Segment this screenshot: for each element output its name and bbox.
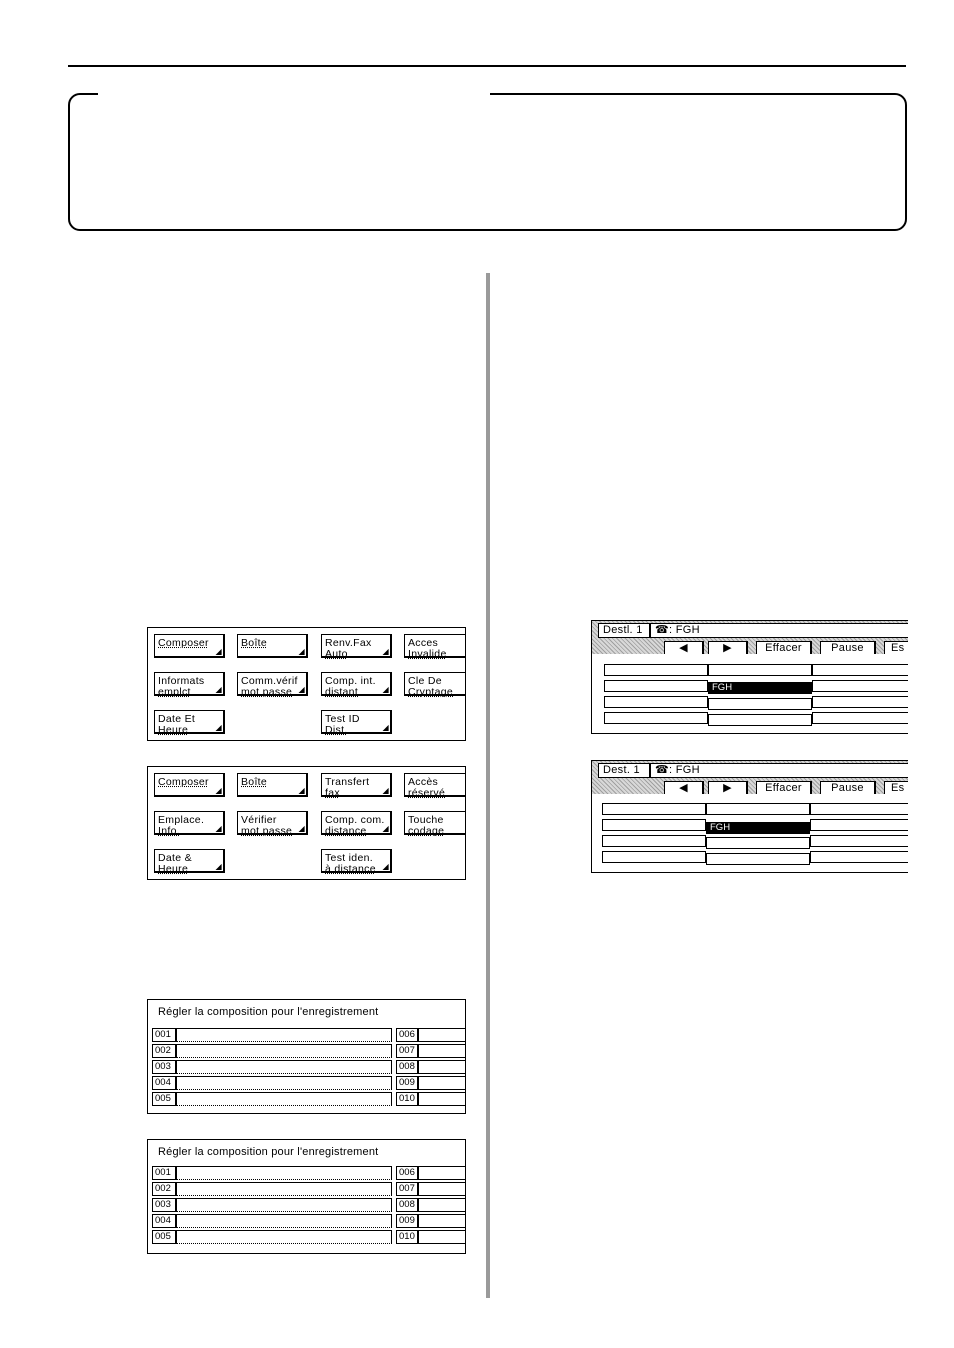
phone-icon: ☎ [655,624,670,636]
destination-number-display: ☎: FGH [650,623,908,638]
menu-a-button-5[interactable]: Informats emplct ◢ [154,672,225,696]
grid-cell[interactable] [812,712,908,724]
arrow-right-icon: ▶ [723,782,732,794]
fax-screen-b [591,760,908,873]
menu-a-button-8[interactable]: Cle De Cryptage [404,672,466,696]
header-rule [68,65,906,67]
chevron-icon: ◢ [382,786,389,795]
chevron-icon: ◢ [382,647,389,656]
grid-cell[interactable] [602,819,706,831]
arrow-right-icon: ▶ [723,642,732,654]
grid-cell[interactable] [708,664,812,676]
menu-a-button-9[interactable]: Date Et Heure ◢ [154,710,225,734]
chevron-icon: ◢ [298,685,305,694]
grid-cell[interactable] [602,803,706,815]
chevron-icon: ◢ [215,824,222,833]
reg-screen-a: Régler la composition pour l'enregistrement 001 006 002 007 003 008 004 009 005 010 [147,999,466,1114]
chevron-icon: ◢ [215,862,222,871]
menu-b-button-6[interactable]: Vérifier mot passe ◢ [237,811,308,835]
menu-screen-a [147,627,466,741]
menu-b-button-7[interactable]: Comp. com. distance ◢ [321,811,392,835]
menu-b-button-4[interactable]: Accès réservé [404,773,466,797]
grid-cell[interactable] [812,664,908,676]
grid-cell[interactable] [604,712,708,724]
menu-a-button-1[interactable]: Composer ◢ [154,634,225,658]
es-button[interactable]: Es [884,781,908,796]
grid-cell[interactable] [602,851,706,863]
grid-cell-selected[interactable]: FGH [708,682,812,694]
menu-a-button-2[interactable]: Boîte ◢ [237,634,308,658]
menu-b-button-3[interactable]: Transfert fax ◢ [321,773,392,797]
grid-cell[interactable] [604,696,708,708]
arrow-left-icon: ◀ [679,782,688,794]
phone-icon: ☎ [655,764,670,776]
chevron-icon: ◢ [382,723,389,732]
grid-cell[interactable] [604,680,708,692]
grid-cell[interactable] [602,835,706,847]
menu-screen-b [147,766,466,880]
chevron-icon: ◢ [215,647,222,656]
destination-number-display: ☎: FGH [650,763,908,778]
menu-b-button-10[interactable]: Test iden. à distance ◢ [321,849,392,873]
chevron-icon: ◢ [215,723,222,732]
effacer-button[interactable]: Effacer [756,641,812,656]
menu-a-button-3[interactable]: Renv.Fax Auto ◢ [321,634,392,658]
grid-cell[interactable] [812,696,908,708]
chevron-icon: ◢ [382,862,389,871]
dest-grid [592,654,908,733]
chevron-icon: ◢ [215,786,222,795]
es-button[interactable]: Es [884,641,908,656]
grid-cell[interactable] [708,698,812,710]
grid-cell-selected[interactable]: FGH [706,822,810,834]
dest-tab[interactable]: Destl. 1 [598,623,650,638]
fax-screen-a [591,620,908,734]
arrow-left-icon: ◀ [679,642,688,654]
effacer-button[interactable]: Effacer [756,781,812,796]
reg-screen-b: Régler la composition pour l'enregistrement 001 006 002 007 003 008 004 009 005 010 [147,1139,466,1254]
menu-a-button-4[interactable]: Acces Invalide [404,634,466,658]
grid-cell[interactable] [812,680,908,692]
dest-tab[interactable]: Dest. 1 [598,763,650,778]
grid-cell[interactable] [810,819,908,831]
pause-button[interactable]: Pause [820,781,876,796]
dest-grid [592,794,908,872]
menu-b-button-2[interactable]: Boîte ◢ [237,773,308,797]
chevron-icon: ◢ [298,824,305,833]
reg-a-title: Régler la composition pour l'enregistrement [158,1006,379,1018]
menu-b-button-8[interactable]: Touche codage [404,811,466,835]
menu-a-button-7[interactable]: Comp. int. distant ◢ [321,672,392,696]
chevron-icon: ◢ [382,685,389,694]
note-box [68,93,907,231]
reg-b-title: Régler la composition pour l'enregistrement [158,1146,379,1158]
grid-cell[interactable] [810,835,908,847]
grid-cell[interactable] [706,853,810,865]
grid-cell[interactable] [708,714,812,726]
grid-cell[interactable] [706,837,810,849]
grid-cell[interactable] [706,803,810,815]
chevron-icon: ◢ [298,647,305,656]
menu-b-button-1[interactable]: Composer ◢ [154,773,225,797]
menu-a-button-10[interactable]: Test ID Dist. ◢ [321,710,392,734]
grid-cell[interactable] [810,803,908,815]
pause-button[interactable]: Pause [820,641,876,656]
menu-b-button-5[interactable]: Emplace. Info. ◢ [154,811,225,835]
grid-cell[interactable] [604,664,708,676]
chevron-icon: ◢ [298,786,305,795]
menu-a-button-6[interactable]: Comm.vérif mot passe ◢ [237,672,308,696]
chevron-icon: ◢ [382,824,389,833]
menu-b-button-9[interactable]: Date & Heure ◢ [154,849,225,873]
column-divider [486,273,490,1298]
grid-cell[interactable] [810,851,908,863]
chevron-icon: ◢ [215,685,222,694]
